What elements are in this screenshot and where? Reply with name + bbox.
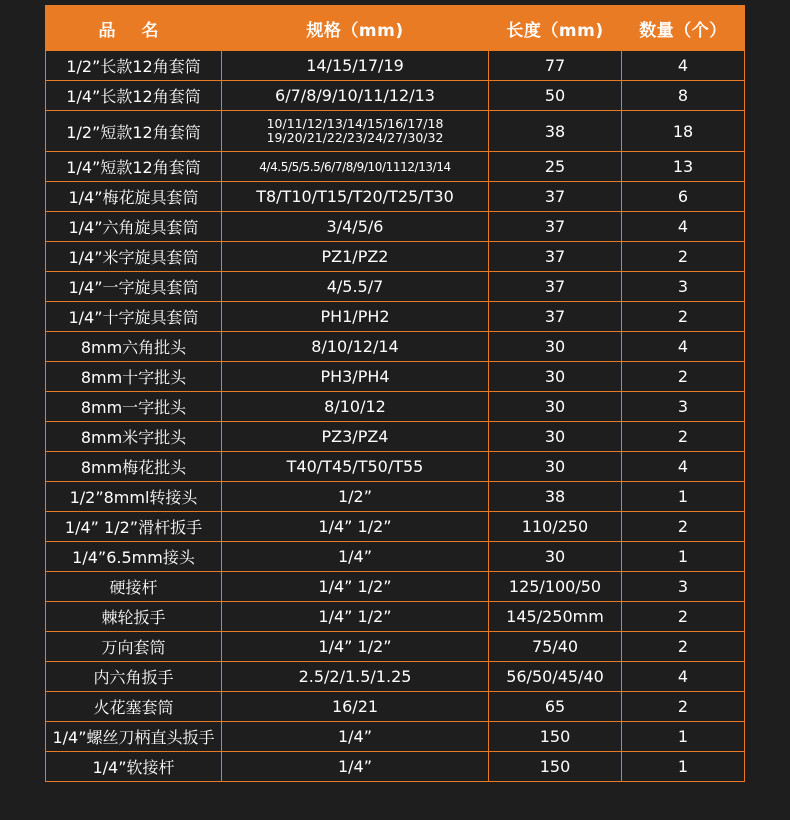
cell-spec: 1/2” bbox=[222, 482, 489, 512]
cell-name: 火花塞套筒 bbox=[46, 692, 222, 722]
cell-qty: 3 bbox=[622, 392, 745, 422]
header-length: 长度（mm) bbox=[489, 6, 622, 51]
cell-spec bbox=[222, 111, 489, 152]
cell-qty: 2 bbox=[622, 602, 745, 632]
cell-length: 37 bbox=[489, 242, 622, 272]
cell-length: 50 bbox=[489, 81, 622, 111]
spec-line: 10/11/12/13/14/15/16/17/18 bbox=[266, 116, 444, 131]
cell-qty: 2 bbox=[622, 632, 745, 662]
table-row bbox=[46, 332, 745, 362]
cell-spec: 8/10/12 bbox=[222, 392, 489, 422]
cell-spec: 1/4” 1/2” bbox=[222, 512, 489, 542]
cell-spec: PZ1/PZ2 bbox=[222, 242, 489, 272]
cell-length: 77 bbox=[489, 51, 622, 81]
cell-name: 1/4”一字旋具套筒 bbox=[46, 272, 222, 302]
cell-name: 1/4”梅花旋具套筒 bbox=[46, 182, 222, 212]
cell-length: 30 bbox=[489, 392, 622, 422]
cell-spec: 6/7/8/9/10/11/12/13 bbox=[222, 81, 489, 111]
cell-qty: 1 bbox=[622, 752, 745, 782]
cell-name: 1/2”长款12角套筒 bbox=[46, 51, 222, 81]
cell-name: 8mm梅花批头 bbox=[46, 452, 222, 482]
cell-qty: 3 bbox=[622, 272, 745, 302]
cell-qty: 2 bbox=[622, 512, 745, 542]
cell-name: 棘轮扳手 bbox=[46, 602, 222, 632]
table-header bbox=[46, 6, 745, 51]
cell-qty: 1 bbox=[622, 542, 745, 572]
spec-table bbox=[45, 5, 745, 782]
cell-name: 1/4”十字旋具套筒 bbox=[46, 302, 222, 332]
table-row bbox=[46, 692, 745, 722]
cell-length: 37 bbox=[489, 272, 622, 302]
table-row bbox=[46, 242, 745, 272]
cell-length: 125/100/50 bbox=[489, 572, 622, 602]
cell-spec: 1/4” bbox=[222, 752, 489, 782]
cell-qty: 6 bbox=[622, 182, 745, 212]
cell-spec: 1/4” 1/2” bbox=[222, 602, 489, 632]
table-row bbox=[46, 272, 745, 302]
table-body bbox=[46, 51, 745, 782]
table-row bbox=[46, 392, 745, 422]
table-row bbox=[46, 752, 745, 782]
table-row bbox=[46, 111, 745, 152]
cell-length: 30 bbox=[489, 452, 622, 482]
table-row bbox=[46, 722, 745, 752]
cell-spec: PH1/PH2 bbox=[222, 302, 489, 332]
cell-spec: 8/10/12/14 bbox=[222, 332, 489, 362]
header-spec: 规格（mm) bbox=[222, 6, 489, 51]
cell-spec: 14/15/17/19 bbox=[222, 51, 489, 81]
cell-qty: 4 bbox=[622, 212, 745, 242]
table-row bbox=[46, 662, 745, 692]
cell-qty: 13 bbox=[622, 152, 745, 182]
cell-length: 37 bbox=[489, 212, 622, 242]
table-row bbox=[46, 212, 745, 242]
cell-name: 1/2”短款12角套筒 bbox=[46, 111, 222, 152]
cell-spec: T40/T45/T50/T55 bbox=[222, 452, 489, 482]
cell-length: 25 bbox=[489, 152, 622, 182]
cell-name: 1/4”软接杆 bbox=[46, 752, 222, 782]
cell-spec: 1/4” bbox=[222, 722, 489, 752]
cell-length: 30 bbox=[489, 422, 622, 452]
cell-qty: 4 bbox=[622, 332, 745, 362]
cell-qty: 18 bbox=[622, 111, 745, 152]
cell-spec: 4/5.5/7 bbox=[222, 272, 489, 302]
cell-spec: 2.5/2/1.5/1.25 bbox=[222, 662, 489, 692]
cell-spec: 4/4.5/5/5.5/6/7/8/9/10/1112/13/14 bbox=[222, 152, 489, 182]
cell-name: 内六角扳手 bbox=[46, 662, 222, 692]
cell-length: 56/50/45/40 bbox=[489, 662, 622, 692]
table-row bbox=[46, 602, 745, 632]
cell-length: 30 bbox=[489, 332, 622, 362]
cell-spec: 1/4” 1/2” bbox=[222, 632, 489, 662]
cell-name: 1/2”8mml转接头 bbox=[46, 482, 222, 512]
table-row bbox=[46, 302, 745, 332]
cell-qty: 4 bbox=[622, 452, 745, 482]
table-row bbox=[46, 632, 745, 662]
cell-length: 110/250 bbox=[489, 512, 622, 542]
table-row bbox=[46, 542, 745, 572]
header-row bbox=[46, 6, 745, 51]
cell-qty: 3 bbox=[622, 572, 745, 602]
cell-qty: 4 bbox=[622, 662, 745, 692]
cell-length: 38 bbox=[489, 111, 622, 152]
cell-qty: 4 bbox=[622, 51, 745, 81]
cell-length: 65 bbox=[489, 692, 622, 722]
cell-qty: 2 bbox=[622, 422, 745, 452]
cell-spec: 3/4/5/6 bbox=[222, 212, 489, 242]
cell-name: 1/4”短款12角套筒 bbox=[46, 152, 222, 182]
cell-spec: PH3/PH4 bbox=[222, 362, 489, 392]
cell-length: 145/250mm bbox=[489, 602, 622, 632]
cell-spec: 16/21 bbox=[222, 692, 489, 722]
cell-qty: 1 bbox=[622, 482, 745, 512]
header-qty: 数量（个） bbox=[622, 6, 745, 51]
cell-qty: 2 bbox=[622, 302, 745, 332]
cell-name: 1/4” 1/2”滑杆扳手 bbox=[46, 512, 222, 542]
table-row bbox=[46, 81, 745, 111]
header-name: 品 名 bbox=[46, 6, 222, 51]
cell-qty: 1 bbox=[622, 722, 745, 752]
cell-length: 38 bbox=[489, 482, 622, 512]
cell-length: 75/40 bbox=[489, 632, 622, 662]
cell-name: 硬接杆 bbox=[46, 572, 222, 602]
cell-qty: 2 bbox=[622, 242, 745, 272]
table-row bbox=[46, 422, 745, 452]
cell-name: 1/4”长款12角套筒 bbox=[46, 81, 222, 111]
table-row bbox=[46, 452, 745, 482]
cell-name: 1/4”螺丝刀柄直头扳手 bbox=[46, 722, 222, 752]
cell-name: 万向套筒 bbox=[46, 632, 222, 662]
cell-length: 37 bbox=[489, 182, 622, 212]
cell-length: 150 bbox=[489, 722, 622, 752]
table-row bbox=[46, 51, 745, 81]
spec-line: 19/20/21/22/23/24/27/30/32 bbox=[266, 130, 444, 145]
cell-spec: 1/4” 1/2” bbox=[222, 572, 489, 602]
cell-qty: 2 bbox=[622, 692, 745, 722]
table-row bbox=[46, 152, 745, 182]
table-row bbox=[46, 362, 745, 392]
cell-length: 150 bbox=[489, 752, 622, 782]
cell-name: 8mm六角批头 bbox=[46, 332, 222, 362]
cell-name: 1/4”米字旋具套筒 bbox=[46, 242, 222, 272]
cell-spec: PZ3/PZ4 bbox=[222, 422, 489, 452]
table-row bbox=[46, 512, 745, 542]
cell-name: 8mm十字批头 bbox=[46, 362, 222, 392]
cell-spec: T8/T10/T15/T20/T25/T30 bbox=[222, 182, 489, 212]
table-row bbox=[46, 182, 745, 212]
cell-length: 30 bbox=[489, 542, 622, 572]
table-row bbox=[46, 482, 745, 512]
cell-length: 37 bbox=[489, 302, 622, 332]
cell-name: 1/4”六角旋具套筒 bbox=[46, 212, 222, 242]
table-row bbox=[46, 572, 745, 602]
cell-name: 1/4”6.5mm接头 bbox=[46, 542, 222, 572]
cell-length: 30 bbox=[489, 362, 622, 392]
cell-name: 8mm米字批头 bbox=[46, 422, 222, 452]
cell-qty: 2 bbox=[622, 362, 745, 392]
cell-spec: 1/4” bbox=[222, 542, 489, 572]
cell-qty: 8 bbox=[622, 81, 745, 111]
cell-name: 8mm一字批头 bbox=[46, 392, 222, 422]
